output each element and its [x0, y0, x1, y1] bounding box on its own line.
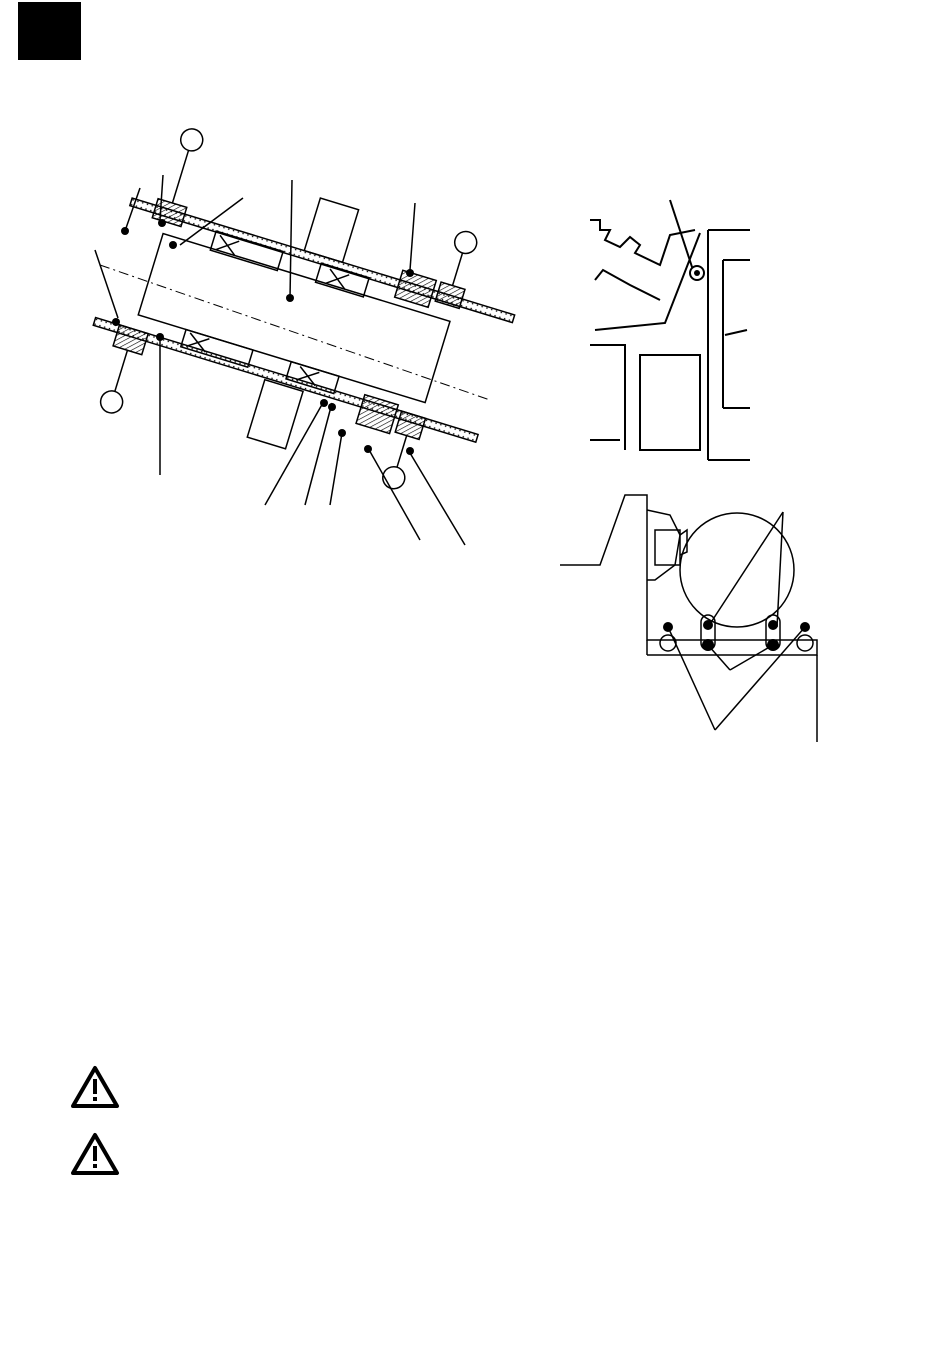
warning-triangle-icon [70, 1065, 120, 1109]
housing-detail-svg [575, 195, 750, 465]
shaft-seal-section-drawing [70, 165, 500, 555]
motor-mount-svg [555, 490, 825, 745]
corner-tab [18, 2, 81, 60]
motor-mount-drawing [555, 490, 825, 745]
shaft-seal-section-svg [70, 165, 500, 555]
warning-triangle-icon [70, 1132, 120, 1176]
housing-detail-drawing [575, 195, 750, 465]
